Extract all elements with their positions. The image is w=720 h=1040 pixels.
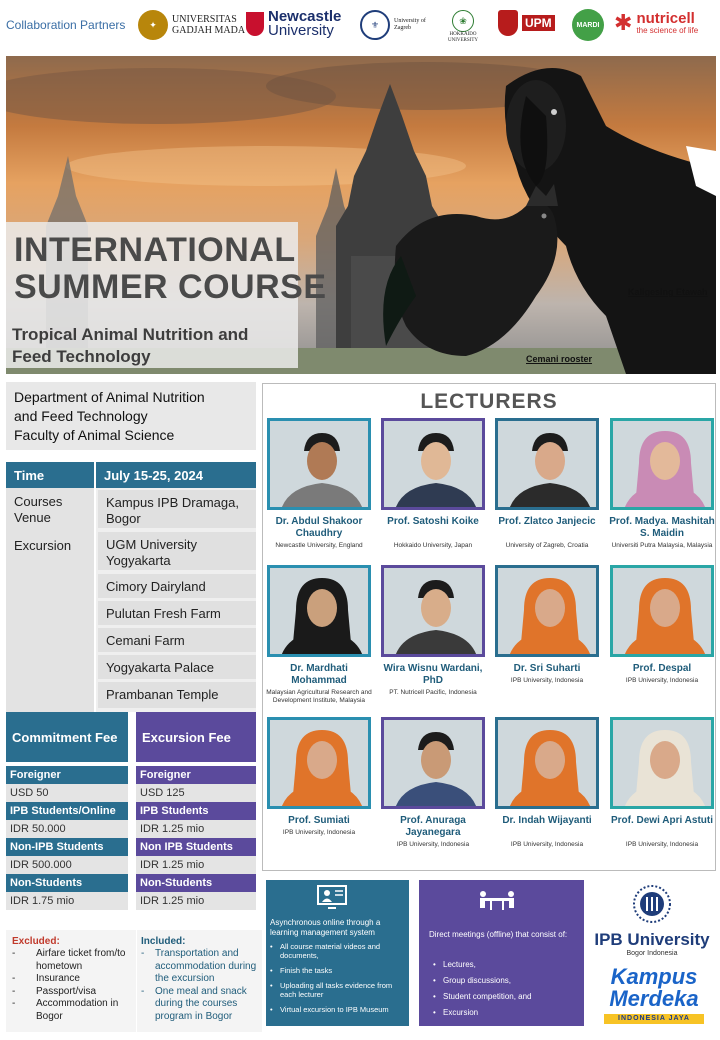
hokkaido-emblem-icon: ❀ <box>452 10 474 32</box>
upm-logo: UPM <box>498 10 555 36</box>
fee-amount: IDR 50.000 <box>6 820 128 838</box>
lecturer-name: Prof. Madya. Mashitah S. Maidin <box>609 516 715 539</box>
lecturer-name: Wira Wisnu Wardani, PhD <box>383 663 483 686</box>
zagreb-logo: ⚜ University of Zagreb <box>360 10 426 40</box>
lecturer-affiliation: Newcastle University, England <box>275 542 363 549</box>
lecturer-photo <box>495 717 599 809</box>
department-line: and Feed Technology <box>14 408 148 424</box>
offline-mode-box <box>419 880 584 1026</box>
lecturer-affiliation: IPB University, Indonesia <box>510 677 584 684</box>
lecturer-name: Prof. Dewi Apri Astuti <box>610 815 714 826</box>
lecturer-photo <box>267 717 371 809</box>
offline-mode-item: • Excursion <box>433 1008 581 1017</box>
lecturer-name: Dr. Indah Wijayanti <box>502 815 592 826</box>
fee-category: Non-Students <box>6 874 128 892</box>
online-learning-icon <box>316 884 348 910</box>
lecturer-name: Prof. Anuraga Jayanegara <box>400 815 466 838</box>
lecturer-name: Dr. Abdul Shakoor Chaudhry <box>275 516 363 539</box>
lecturer-photo <box>610 565 714 657</box>
venue-label: Courses Venue <box>14 494 63 525</box>
lecturer-name: Dr. Sri Suharti <box>513 663 581 674</box>
nutricell-person-icon: ✱ <box>614 10 633 35</box>
partners-label: Collaboration Partners <box>6 18 126 32</box>
lecturer-name: Prof. Sumiati <box>288 815 350 826</box>
online-mode-intro: Asynchronous online through a learning management system <box>270 918 381 937</box>
lecturer-photo <box>495 418 599 510</box>
department-box <box>6 382 256 450</box>
nutricell-logo: ✱ nutricell the science of life <box>614 10 699 35</box>
fee-category: Foreigner <box>136 766 256 784</box>
kampus-merdeka-line1: Kampus <box>610 964 698 989</box>
fee-amount: IDR 1.75 mio <box>6 892 128 910</box>
ugm-logo: ✦ UNIVERSITAS GADJAH MADA <box>138 10 245 40</box>
goat-caption: Kaligesing Etawah <box>628 287 708 297</box>
offline-mode-item: • Student competition, and <box>433 992 581 1001</box>
offline-mode-item: • Group discussions, <box>433 976 581 985</box>
online-mode-list <box>270 942 408 1020</box>
ipb-tagline: Bogor Indonesia <box>626 950 678 957</box>
offline-mode-list <box>433 960 581 1024</box>
fee-category: Non-Students <box>136 874 256 892</box>
excursion-item: Pulutan Fresh Farm <box>98 601 256 625</box>
excluded-list <box>12 948 134 1023</box>
lecturer-affiliation: Hokkaido University, Japan <box>393 542 473 549</box>
course-subtitle: Tropical Animal Nutrition and Feed Technology <box>12 325 249 366</box>
lecturer-affiliation: IPB University, Indonesia <box>282 829 356 836</box>
faculty-line: Faculty of Animal Science <box>14 427 175 443</box>
excluded-item: - Passport/visa <box>12 986 134 999</box>
excluded-item: - Accommodation in Bogor <box>12 998 134 1023</box>
partners-bar <box>0 0 720 52</box>
lecturer-photo <box>381 418 485 510</box>
lecturer-photo <box>381 717 485 809</box>
lecturer-photo <box>381 565 485 657</box>
venue-value: Kampus IPB Dramaga, Bogor <box>98 490 256 528</box>
upm-shield-icon <box>498 10 518 36</box>
included-item: - One meal and snack during the courses program in Bogor <box>141 986 265 1024</box>
excluded-item: - Airfare ticket from/to hometown <box>12 948 134 973</box>
lecturers-title: LECTURERS <box>420 390 558 413</box>
ugm-emblem-icon: ✦ <box>138 10 168 40</box>
kampus-merdeka-line2: Merdeka <box>609 986 699 1011</box>
classroom-meeting-icon <box>479 888 515 912</box>
fee-amount: USD 125 <box>136 784 256 802</box>
course-title: INTERNATIONAL SUMMER COURSE <box>14 231 327 306</box>
included-title: Included: <box>141 936 186 947</box>
fee-category: Non IPB Students <box>136 838 256 856</box>
hero-banner <box>6 56 716 374</box>
offline-mode-item: • Lectures, <box>433 960 581 969</box>
included-list <box>141 948 265 1023</box>
excursion-fee-title: Excursion Fee <box>136 712 256 762</box>
newcastle-logo: Newcastle University <box>246 10 341 38</box>
rooster-caption: Cemani rooster <box>526 354 593 364</box>
time-label: Time <box>6 462 96 488</box>
department-line: Department of Animal Nutrition <box>14 389 205 405</box>
lecturer-affiliation: Malaysian Agricultural Research and Development Institute, Malaysia <box>266 689 372 704</box>
excursion-item: UGM University Yogyakarta <box>98 532 256 570</box>
commitment-fee-title: Commitment Fee <box>6 712 128 762</box>
online-mode-item: • All course material videos and documents, <box>270 942 408 960</box>
schedule-header <box>6 462 256 488</box>
lecturer-affiliation: PT. Nutricell Pacific, Indonesia <box>389 689 477 696</box>
lecturer-affiliation: University of Zagreb, Croatia <box>505 542 589 549</box>
lecturer-name: Prof. Zlatco Janjecic <box>498 516 596 527</box>
excursion-item: Yogyakarta Palace <box>98 655 256 679</box>
lecturer-affiliation: Universiti Putra Malaysia, Malaysia <box>611 542 713 549</box>
lecturer-affiliation: IPB University, Indonesia <box>625 841 699 848</box>
fee-amount: IDR 1.25 mio <box>136 820 256 838</box>
excursion-item: Prambanan Temple <box>98 682 256 708</box>
hokkaido-logo: ❀ HOKKAIDO UNIVERSITY <box>448 10 478 44</box>
lecturer-photo <box>610 717 714 809</box>
online-mode-box <box>266 880 409 1026</box>
commitment-fee-table <box>6 712 128 910</box>
fee-amount: IDR 500.000 <box>6 856 128 874</box>
excursion-item: Cimory Dairyland <box>98 574 256 598</box>
ipb-emblem-icon <box>632 884 672 924</box>
lecturer-name: Prof. Despal <box>632 663 692 674</box>
offline-mode-intro: Direct meetings (offline) that consist of: <box>429 930 568 939</box>
included-item: - Transportation and accommodation during the excursion <box>141 948 265 986</box>
lecturer-name: Prof. Satoshi Koike <box>387 516 479 527</box>
time-value: July 15-25, 2024 <box>104 467 204 483</box>
excursion-item: Cemani Farm <box>98 628 256 652</box>
fee-amount: USD 50 <box>6 784 128 802</box>
lecturer-affiliation: IPB University, Indonesia <box>396 841 470 848</box>
lecturer-photo <box>610 418 714 510</box>
lecturer-affiliation: IPB University, Indonesia <box>510 841 584 848</box>
lecturer-photo <box>495 565 599 657</box>
online-mode-item: • Uploading all tasks evidence from each lecturer <box>270 981 408 999</box>
fee-amount: IDR 1.25 mio <box>136 856 256 874</box>
excluded-item: - Insurance <box>12 973 134 986</box>
excluded-title: Excluded: <box>12 936 60 947</box>
lecturer-photo <box>267 418 371 510</box>
excursion-fee-table <box>136 712 256 910</box>
fee-category: Non-IPB Students <box>6 838 128 856</box>
lecturer-photo <box>267 565 371 657</box>
lecturer-name: Dr. Mardhati Mohammad <box>290 663 348 686</box>
online-mode-item: • Virtual excursion to IPB Museum <box>270 1005 408 1014</box>
zagreb-seal-icon: ⚜ <box>360 10 390 40</box>
mardi-logo: MARDI <box>572 9 604 41</box>
newcastle-shield-icon <box>246 12 264 36</box>
schedule-table <box>6 462 256 712</box>
schedule-body <box>6 488 256 712</box>
excursion-label: Excursion <box>14 538 72 553</box>
fee-amount: IDR 1.25 mio <box>136 892 256 910</box>
kampus-merdeka-tagline: INDONESIA JAYA <box>604 1014 704 1024</box>
lecturer-affiliation: IPB University, Indonesia <box>625 677 699 684</box>
fee-category: IPB Students <box>136 802 256 820</box>
ipb-logo-text: IPB University <box>594 930 710 949</box>
fee-category: Foreigner <box>6 766 128 784</box>
online-mode-item: • Finish the tasks <box>270 966 408 975</box>
fee-category: IPB Students/Online <box>6 802 128 820</box>
